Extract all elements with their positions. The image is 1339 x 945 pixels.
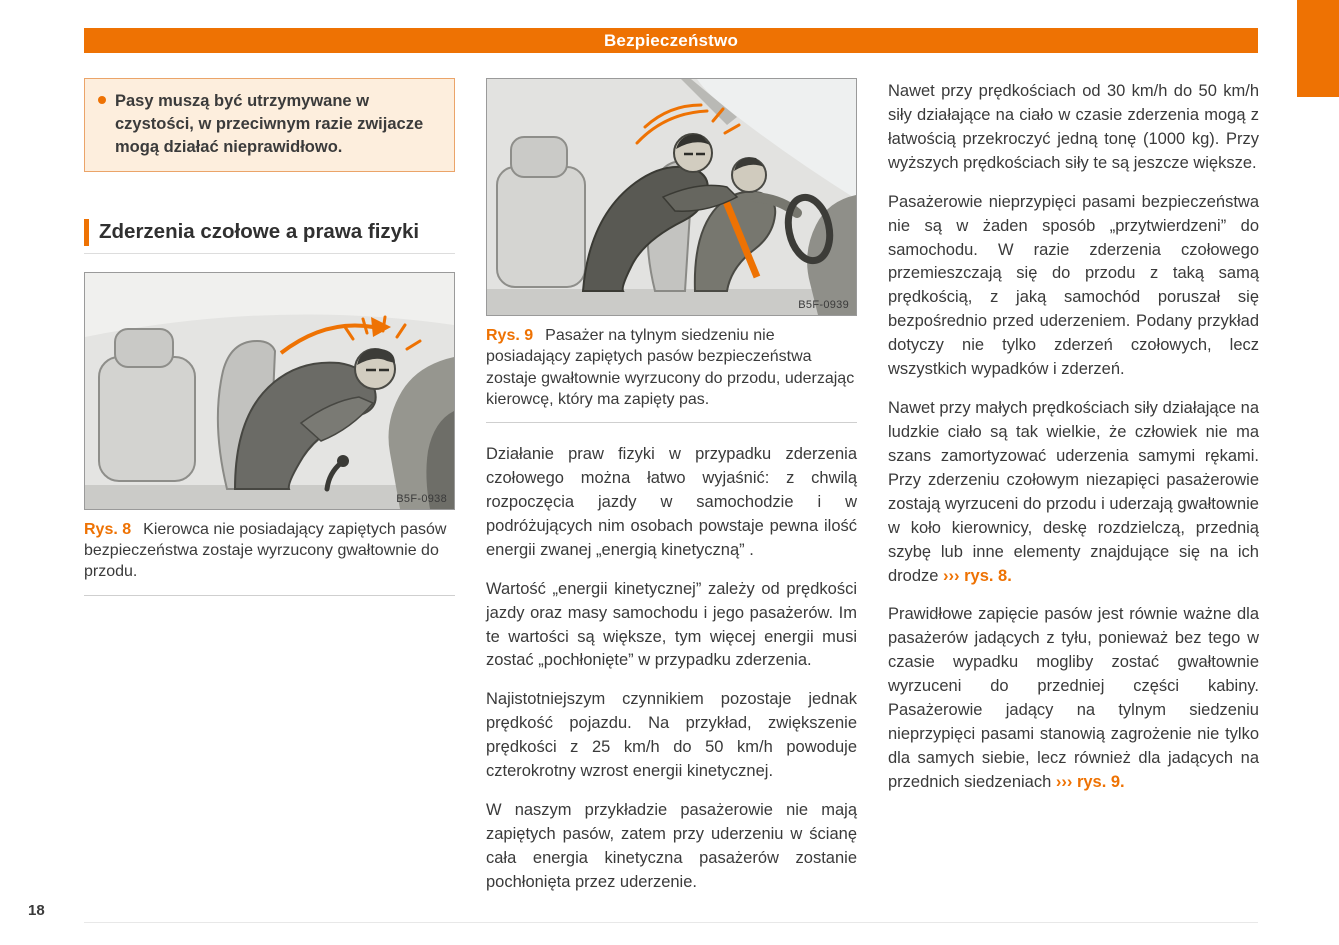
page-content bbox=[84, 78, 1258, 895]
bullet-icon bbox=[98, 96, 106, 104]
figure-9-label: Rys. 9 bbox=[486, 327, 534, 344]
paragraph: W naszym przykładzie pasażerowie nie mają zapiętych pasów, zatem przy uderzeniu w ścianę cała energia kinetyczna pasażerów zostanie pochłonięta przez uderzenie. bbox=[486, 801, 857, 891]
paragraph-text: Nawet przy prędkościach od 30 km/h do 50 km/h siły działające na ciało w czasie zderzenia mogą z łatwością przekroczyć jedną tonę (1000 kg). Przy wyższych prędkościach siły te są jeszcze większe. bbox=[888, 82, 1259, 172]
paragraph: Działanie praw fizyki w przypadku zderzenia czołowego można łatwo wyjaśnić: z chwilą rozpoczęcia jazdy w samochodzie i w podróżujących nim osobach powstaje pewna ilość energii zwanej „energią kinetyczną” . bbox=[486, 445, 857, 559]
paragraph: Najistotniejszym czynnikiem pozostaje jednak prędkość pojazdu. Na przykład, zwiększenie prędkości z 25 km/h do 50 km/h powoduje czterokrotny wzrost energii kinetycznej. bbox=[486, 690, 857, 781]
paragraph bbox=[888, 80, 1259, 176]
chapter-title: Bezpieczeństwo bbox=[603, 30, 739, 50]
figure-8-code: B5F-0938 bbox=[396, 492, 447, 505]
section-heading: Zderzenia czołowe a prawa fizyki bbox=[84, 219, 455, 246]
paragraph-text: Nawet przy małych prędkościach siły działające na ludzkie ciało są tak wielkie, że człowiek nie ma szans zamortyzować uderzenia samymi rękami. Przy zderzeniu czołowym niezapięci pasażerowie zostają wyrzuceni do przodu i uderzają gwałtownie w koło kierownicy, deskę rozdzielczą, przednią szybę lub inne elementy znajdujące się na ich drodze bbox=[888, 399, 1259, 585]
figure-9-image bbox=[486, 78, 857, 316]
chapter-edge-tab bbox=[1297, 0, 1339, 97]
paragraph bbox=[888, 397, 1259, 588]
note-text: Pasy muszą być utrzymywane w czystości, w przeciwnym razie zwijacze mogą działać nieprawidłowo. bbox=[115, 92, 424, 157]
figure-8-illustration bbox=[85, 273, 454, 509]
page-number: 18 bbox=[28, 902, 45, 919]
figure-reference: ››› rys. 9. bbox=[1055, 772, 1125, 791]
note-box bbox=[84, 78, 455, 172]
figure-8-caption-text: Kierowca nie posiadający zapiętych pasów bezpieczeństwa zostaje wyrzucony gwałtownie do przodu. bbox=[84, 520, 447, 581]
figure-9-caption bbox=[486, 316, 857, 423]
middle-column bbox=[486, 78, 857, 895]
paragraph bbox=[888, 603, 1259, 794]
figure-9-code: B5F-0939 bbox=[798, 299, 849, 311]
paragraph-text: Prawidłowe zapięcie pasów jest równie ważne dla pasażerów jadących z tyłu, ponieważ bez tego w czasie wypadku mogliby zostać gwałtownie wyrzuceni do przedniej części kabiny. Pasażerowie jadący na tylnym siedzeniu nieprzypięci pasami stanowią zagrożenie nie tylko dla samych siebie, lecz również dla jadących na przednich siedzeniach bbox=[888, 605, 1259, 791]
figure-8-image bbox=[84, 272, 455, 510]
figure-9-illustration bbox=[487, 79, 856, 315]
chapter-header bbox=[84, 28, 1258, 53]
figure-9 bbox=[486, 78, 857, 423]
figure-9-caption-text: Pasażer na tylnym siedzeniu nie posiadający zapiętych pasów bezpieczeństwa zostaje gwałtownie wyrzucony do przodu, uderzając kierowcę, który ma zapięty pas. bbox=[486, 327, 855, 408]
heading-divider bbox=[84, 253, 455, 254]
left-column bbox=[84, 78, 455, 895]
figure-8 bbox=[84, 272, 455, 596]
figure-8-label: Rys. 8 bbox=[84, 520, 132, 538]
figure-8-caption bbox=[84, 510, 455, 596]
right-column bbox=[888, 78, 1259, 895]
footer-divider bbox=[84, 922, 1258, 923]
paragraph-text: Pasażerowie nieprzypięci pasami bezpieczeństwa nie są w żaden sposób „przytwierdzeni” do samochodu. W razie zderzenia czołowego przemieszczają się do przodu z taką samą prędkością, z jaką samochód poruszał się bezpośrednio przed uderzeniem. Podany przykład dotyczy nie tylko zderzeń czołowych, lecz wszystkich wypadków i zderzeń. bbox=[888, 192, 1259, 379]
paragraph bbox=[888, 191, 1259, 382]
figure-reference: ››› rys. 8. bbox=[943, 566, 1012, 585]
paragraph: Wartość „energii kinetycznej” zależy od prędkości jazdy oraz masy samochodu i jego pasażerów. Im te wartości są większe, tym więcej energii musi zostać „pochłonięte” w przypadku zderzenia. bbox=[486, 579, 857, 670]
